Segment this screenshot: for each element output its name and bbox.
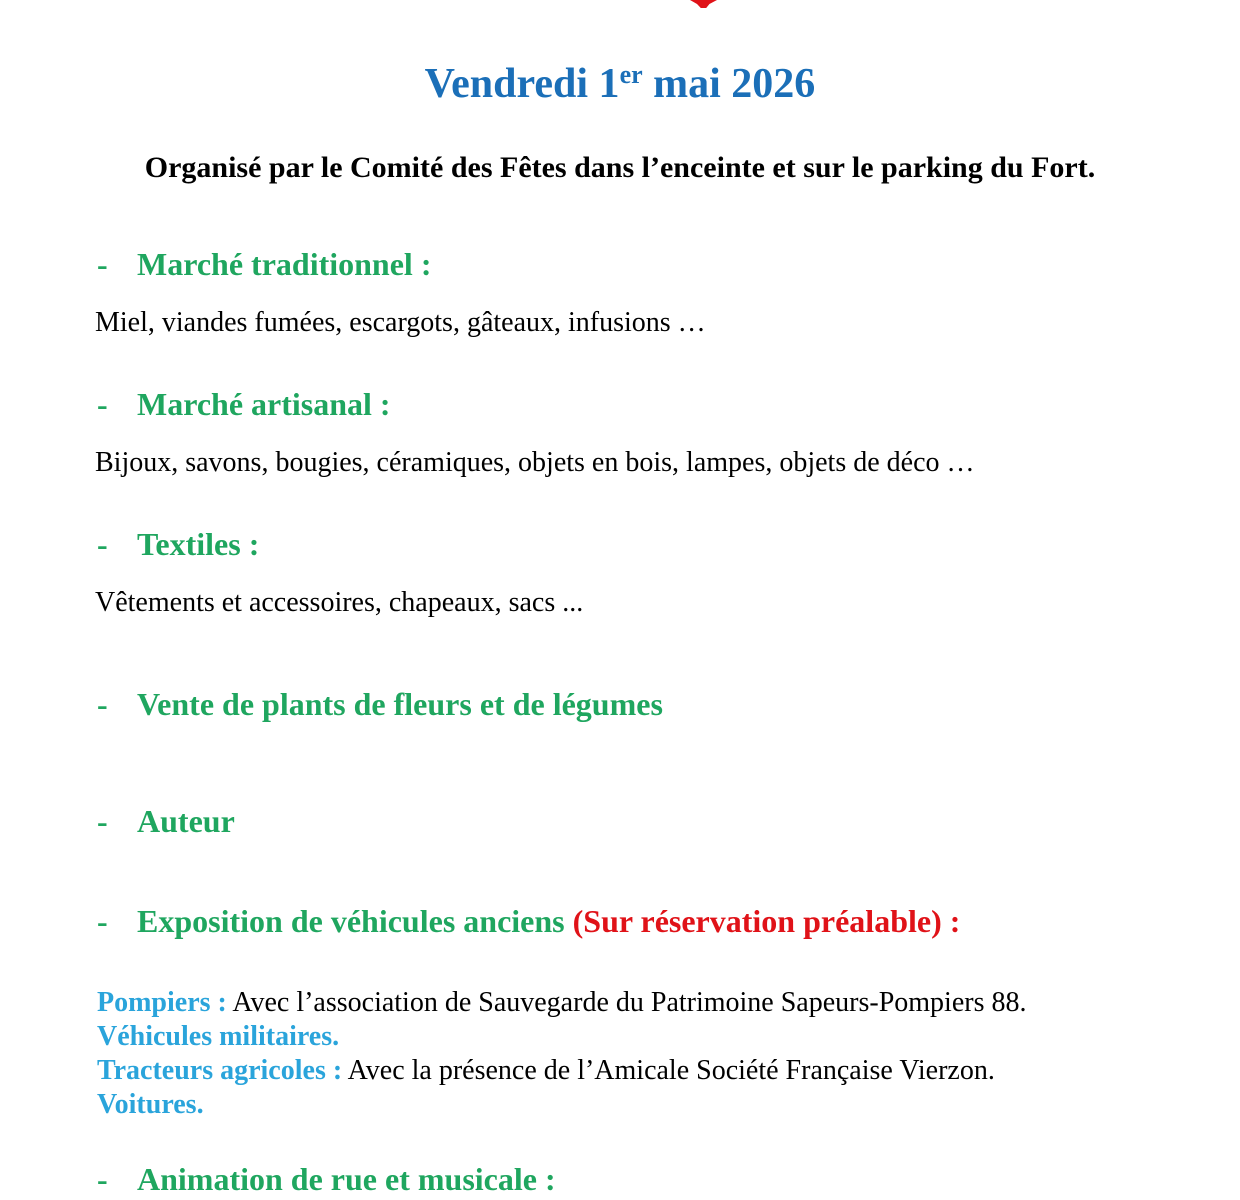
vehicle-line-tracteurs <box>97 1054 1027 1088</box>
vehicle-line-voitures <box>97 1088 1027 1122</box>
date-ordinal-superscript: er <box>619 60 643 89</box>
cutoff-title-fragment <box>690 0 717 8</box>
section-heading-label: Marché artisanal : <box>137 386 391 422</box>
section-heading-label: Textiles : <box>137 526 260 562</box>
vehicle-line-militaires <box>97 1020 1027 1054</box>
section-heading-label: Vente de plants de fleurs et de légumes <box>137 686 663 722</box>
organizer-subtitle: Organisé par le Comité des Fêtes dans l’enceinte et sur le parking du Fort. <box>144 151 1096 184</box>
section-heading-marche-traditionnel <box>97 246 431 282</box>
date-title <box>0 50 1240 109</box>
vehicle-line-label: Véhicules militaires. <box>97 1021 340 1052</box>
section-heading-label: Animation de rue et musicale : <box>137 1161 556 1197</box>
section-heading-green-part: Exposition de véhicules anciens <box>137 903 573 939</box>
vehicle-line-text: Avec la présence de l’Amicale Société Française Vierzon. <box>342 1055 995 1086</box>
bullet-dash: - <box>97 903 108 939</box>
section-heading-textiles <box>97 526 259 562</box>
vehicle-line-label: Pompiers : <box>97 987 227 1018</box>
vehicle-line-label: Tracteurs agricoles : <box>97 1055 343 1086</box>
section-heading-label <box>137 903 960 939</box>
bullet-dash: - <box>97 803 108 839</box>
section-heading-auteur <box>97 803 235 839</box>
section-body-textiles: Vêtements et accessoires, chapeaux, sacs ... <box>95 587 584 618</box>
bullet-dash: - <box>97 246 108 282</box>
bullet-dash: - <box>97 1161 108 1197</box>
vehicle-exhibit-list <box>97 986 1027 1122</box>
bullet-dash: - <box>97 386 108 422</box>
section-heading-vente-plants <box>97 686 663 722</box>
section-body-marche-traditionnel: Miel, viandes fumées, escargots, gâteaux, infusions … <box>95 307 706 338</box>
vehicle-line-text: Avec l’association de Sauvegarde du Patrimoine Sapeurs-Pompiers 88. <box>226 987 1027 1018</box>
section-heading-exposition-vehicules <box>97 903 960 939</box>
date-suffix: mai 2026 <box>642 61 816 107</box>
vehicle-line-pompiers <box>97 986 1027 1020</box>
section-heading-red-part: (Sur réservation préalable) : <box>572 903 961 939</box>
vehicle-line-label: Voitures. <box>97 1089 204 1120</box>
section-heading-marche-artisanal <box>97 386 391 422</box>
section-heading-animation <box>97 1161 556 1197</box>
bullet-dash: - <box>97 526 108 562</box>
bullet-dash: - <box>97 686 108 722</box>
section-heading-label: Auteur <box>137 803 235 839</box>
section-body-marche-artisanal: Bijoux, savons, bougies, céramiques, objets en bois, lampes, objets de déco … <box>95 447 975 478</box>
date-prefix: Vendredi 1 <box>424 61 620 107</box>
section-heading-label: Marché traditionnel : <box>137 246 432 282</box>
